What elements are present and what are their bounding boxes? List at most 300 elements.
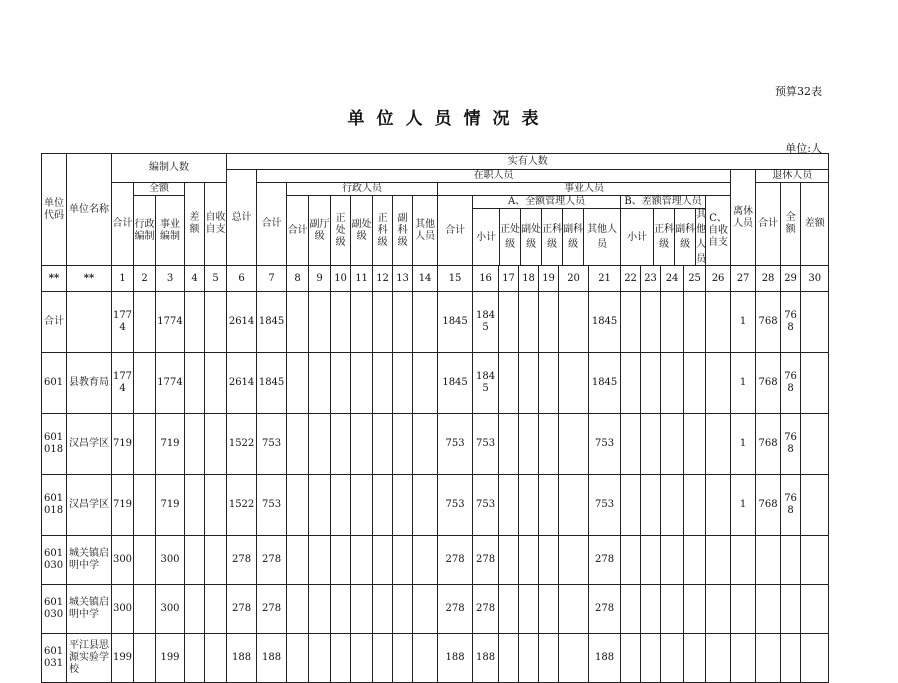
table-row [42, 292, 829, 353]
personnel-table [41, 153, 829, 683]
value-cell [134, 353, 156, 414]
value-cell [684, 536, 706, 585]
value-cell: 188 [227, 634, 257, 683]
value-cell [706, 536, 731, 585]
value-cell: 1774 [156, 353, 185, 414]
value-cell [539, 414, 559, 475]
value-cell [559, 536, 589, 585]
header-division: 正处级 [331, 196, 351, 266]
column-index-cell: 3 [156, 266, 185, 292]
value-cell [539, 536, 559, 585]
value-cell [731, 634, 756, 683]
value-cell [559, 475, 589, 536]
table-row [42, 475, 829, 536]
value-cell: 1845 [257, 292, 287, 353]
value-cell [134, 292, 156, 353]
column-index-cell: 6 [227, 266, 257, 292]
value-cell: 278 [227, 536, 257, 585]
value-cell: 2614 [227, 292, 257, 353]
value-cell [519, 634, 539, 683]
unit-name-cell: 城关镇启明中学 [67, 585, 112, 634]
value-cell [661, 414, 684, 475]
table-row [42, 414, 829, 475]
value-cell [781, 585, 801, 634]
value-cell [205, 536, 227, 585]
column-index-cell: 14 [413, 266, 438, 292]
value-cell: 1774 [156, 292, 185, 353]
unit-code-cell: 合计 [42, 292, 67, 353]
header-admin-personnel: 行政人员 [287, 183, 438, 196]
value-cell: 1845 [438, 353, 473, 414]
value-cell [393, 414, 413, 475]
unit-name-cell: 汉昌学区 [67, 414, 112, 475]
value-cell [287, 536, 309, 585]
value-cell [185, 585, 205, 634]
value-cell [641, 292, 661, 353]
header-self-funded: 自收自支 [205, 183, 227, 266]
value-cell [134, 536, 156, 585]
value-cell [134, 475, 156, 536]
value-cell [393, 292, 413, 353]
value-cell [684, 475, 706, 536]
column-index-cell: 17 [499, 266, 519, 292]
value-cell [684, 585, 706, 634]
value-cell [706, 475, 731, 536]
value-cell: 719 [112, 475, 134, 536]
column-index-row [42, 266, 829, 292]
value-cell [661, 475, 684, 536]
value-cell [185, 475, 205, 536]
header-actual: 实有人数 [227, 154, 829, 170]
value-cell: 753 [438, 475, 473, 536]
header-b-deputy-section: 副科级 [675, 209, 696, 265]
column-index-cell: 11 [351, 266, 373, 292]
header-a-section: 正科级 [542, 209, 563, 265]
value-cell [413, 634, 438, 683]
value-cell [205, 634, 227, 683]
value-cell [185, 353, 205, 414]
value-cell [331, 414, 351, 475]
unit-code-cell: 601 [42, 353, 67, 414]
header-in-service-total: 合计 [257, 183, 287, 266]
value-cell [621, 353, 641, 414]
value-cell [499, 536, 519, 585]
header-a-division: 正处级 [500, 209, 521, 265]
value-cell [393, 353, 413, 414]
value-cell [309, 585, 331, 634]
column-index-cell: 12 [373, 266, 393, 292]
value-cell: 188 [257, 634, 287, 683]
value-cell [559, 292, 589, 353]
column-index-cell: 24 [661, 266, 684, 292]
value-cell [706, 292, 731, 353]
header-public-total: 合计 [438, 196, 473, 266]
value-cell [309, 353, 331, 414]
value-cell: 278 [438, 536, 473, 585]
value-cell [205, 414, 227, 475]
column-index-cell: 4 [185, 266, 205, 292]
value-cell [559, 353, 589, 414]
value-cell [499, 414, 519, 475]
value-cell [331, 353, 351, 414]
value-cell: 1522 [227, 475, 257, 536]
value-cell: 1845 [473, 292, 499, 353]
header-b-subtotal: 小计 [621, 209, 654, 265]
header-c-self-funded: C、自收自支 [706, 196, 731, 266]
value-cell [205, 585, 227, 634]
header-diff-amount: 差额 [185, 183, 205, 266]
value-cell: 278 [257, 536, 287, 585]
value-cell [641, 475, 661, 536]
header-a-other: 其他人员 [587, 224, 618, 250]
header-a-deputy-division: 副处级 [521, 209, 542, 265]
column-index-cell: 29 [781, 266, 801, 292]
value-cell: 300 [112, 536, 134, 585]
value-cell: 768 [781, 475, 801, 536]
unit-name-cell: 县教育局 [67, 353, 112, 414]
value-cell [684, 414, 706, 475]
column-index-cell: 1 [112, 266, 134, 292]
value-cell: 278 [257, 585, 287, 634]
column-index-cell: ** [42, 266, 67, 292]
value-cell: 719 [112, 414, 134, 475]
value-cell [756, 634, 781, 683]
value-cell [351, 585, 373, 634]
value-cell [499, 292, 519, 353]
value-cell [309, 634, 331, 683]
table-row [42, 353, 829, 414]
value-cell [309, 475, 331, 536]
page-title: 单位人员情况表 [347, 109, 551, 129]
column-index-cell: 26 [706, 266, 731, 292]
header-a-deputy-section: 副科级 [563, 209, 584, 265]
value-cell [413, 292, 438, 353]
header-a-subtotal: 小计 [473, 209, 500, 265]
header-unit-name: 单位名称 [67, 154, 112, 266]
table-row [42, 536, 829, 585]
value-cell [621, 292, 641, 353]
value-cell: 1845 [589, 353, 621, 414]
value-cell: 278 [438, 585, 473, 634]
header-a-full-mgmt: A、全额管理人员 [473, 196, 620, 209]
value-cell: 768 [781, 414, 801, 475]
value-cell [539, 353, 559, 414]
header-ret-total: 合计 [756, 183, 781, 266]
value-cell [309, 536, 331, 585]
value-cell: 768 [756, 414, 781, 475]
value-cell [351, 292, 373, 353]
value-cell [559, 585, 589, 634]
value-cell [684, 353, 706, 414]
value-cell [205, 353, 227, 414]
value-cell [641, 536, 661, 585]
value-cell: 768 [781, 353, 801, 414]
value-cell: 753 [589, 414, 621, 475]
column-index-cell: 7 [257, 266, 287, 292]
value-cell: 188 [473, 634, 499, 683]
value-cell: 278 [473, 585, 499, 634]
header-b-section: 正科级 [654, 209, 675, 265]
value-cell [205, 475, 227, 536]
value-cell: 753 [257, 414, 287, 475]
value-cell [781, 634, 801, 683]
value-cell [413, 353, 438, 414]
value-cell [331, 634, 351, 683]
value-cell [185, 536, 205, 585]
column-index-cell: 16 [473, 266, 499, 292]
header-retired-leave: 离休人员 [731, 170, 756, 266]
value-cell [499, 585, 519, 634]
value-cell: 1 [731, 353, 756, 414]
header-staff-total: 合计 [112, 183, 134, 266]
header-deputy-section: 副科级 [393, 196, 413, 266]
header-admin-staffing: 行政编制 [134, 196, 156, 266]
column-index-cell: 9 [309, 266, 331, 292]
value-cell [309, 414, 331, 475]
value-cell: 199 [156, 634, 185, 683]
value-cell [801, 585, 829, 634]
value-cell [413, 536, 438, 585]
value-cell [287, 585, 309, 634]
value-cell [519, 475, 539, 536]
value-cell: 2614 [227, 353, 257, 414]
value-cell [661, 634, 684, 683]
value-cell [331, 585, 351, 634]
header-in-service: 在职人员 [257, 170, 731, 183]
value-cell: 1845 [257, 353, 287, 414]
value-cell: 768 [756, 353, 781, 414]
value-cell [205, 292, 227, 353]
column-index-cell: 19 [539, 266, 559, 292]
value-cell [661, 353, 684, 414]
value-cell [661, 292, 684, 353]
header-admin-other: 其他人员 [413, 196, 438, 266]
value-cell [706, 585, 731, 634]
column-index-cell: 25 [684, 266, 706, 292]
value-cell: 1522 [227, 414, 257, 475]
value-cell [706, 353, 731, 414]
header-public-staffing: 事业编制 [156, 196, 185, 266]
value-cell: 300 [156, 585, 185, 634]
value-cell [185, 634, 205, 683]
header-b-diff-mgmt: B、差额管理人员 [621, 196, 705, 209]
value-cell [413, 475, 438, 536]
value-cell [519, 414, 539, 475]
column-index-cell: ** [67, 266, 112, 292]
value-cell [351, 414, 373, 475]
column-index-cell: 2 [134, 266, 156, 292]
header-retired: 退休人员 [756, 170, 829, 183]
value-cell [373, 585, 393, 634]
value-cell [287, 634, 309, 683]
value-cell [134, 585, 156, 634]
value-cell [621, 585, 641, 634]
unit-code-cell: 601018 [42, 475, 67, 536]
header-ret-full: 全额 [781, 183, 801, 266]
value-cell [287, 414, 309, 475]
unit-label: 单位:人 [785, 142, 822, 155]
value-cell: 278 [589, 536, 621, 585]
column-index-cell: 13 [393, 266, 413, 292]
value-cell: 188 [589, 634, 621, 683]
value-cell [706, 414, 731, 475]
value-cell [539, 475, 559, 536]
value-cell [661, 536, 684, 585]
value-cell [499, 353, 519, 414]
table-row [42, 585, 829, 634]
value-cell: 278 [589, 585, 621, 634]
header-staffing: 编制人数 [112, 154, 227, 183]
value-cell [539, 585, 559, 634]
column-index-cell: 21 [589, 266, 621, 292]
value-cell [801, 536, 829, 585]
column-index-cell: 30 [801, 266, 829, 292]
header-admin-total: 合计 [287, 196, 309, 266]
value-cell [185, 292, 205, 353]
unit-code-cell: 601030 [42, 536, 67, 585]
value-cell: 1774 [112, 292, 134, 353]
value-cell [287, 353, 309, 414]
value-cell [373, 475, 393, 536]
value-cell [539, 292, 559, 353]
value-cell: 768 [781, 292, 801, 353]
value-cell [393, 475, 413, 536]
column-index-cell: 27 [731, 266, 756, 292]
value-cell: 199 [112, 634, 134, 683]
value-cell [351, 634, 373, 683]
value-cell: 753 [473, 475, 499, 536]
value-cell [519, 536, 539, 585]
value-cell [684, 634, 706, 683]
value-cell: 300 [112, 585, 134, 634]
value-cell: 188 [438, 634, 473, 683]
unit-code-cell: 601018 [42, 414, 67, 475]
value-cell [781, 536, 801, 585]
value-cell [641, 353, 661, 414]
value-cell [801, 414, 829, 475]
value-cell [351, 536, 373, 585]
value-cell [519, 585, 539, 634]
value-cell [801, 353, 829, 414]
value-cell [801, 475, 829, 536]
value-cell [661, 585, 684, 634]
value-cell [519, 353, 539, 414]
value-cell [331, 536, 351, 585]
value-cell: 719 [156, 475, 185, 536]
column-index-cell: 18 [519, 266, 539, 292]
value-cell [641, 414, 661, 475]
header-unit-code: 单位代码 [42, 154, 67, 266]
value-cell: 768 [756, 475, 781, 536]
value-cell [559, 634, 589, 683]
value-cell [684, 292, 706, 353]
column-index-cell: 28 [756, 266, 781, 292]
value-cell [351, 475, 373, 536]
value-cell [393, 634, 413, 683]
value-cell: 1845 [589, 292, 621, 353]
value-cell [393, 536, 413, 585]
value-cell [373, 292, 393, 353]
value-cell [641, 585, 661, 634]
value-cell [331, 475, 351, 536]
value-cell: 278 [227, 585, 257, 634]
value-cell [393, 585, 413, 634]
value-cell [331, 292, 351, 353]
column-index-cell: 15 [438, 266, 473, 292]
unit-code-cell: 601030 [42, 585, 67, 634]
value-cell: 278 [473, 536, 499, 585]
value-cell [287, 475, 309, 536]
unit-code-cell: 601031 [42, 634, 67, 683]
value-cell [801, 634, 829, 683]
table-row [42, 634, 829, 683]
value-cell: 768 [756, 292, 781, 353]
value-cell [731, 585, 756, 634]
value-cell [413, 585, 438, 634]
value-cell: 1 [731, 292, 756, 353]
value-cell [641, 634, 661, 683]
value-cell [539, 634, 559, 683]
header-deputy-bureau: 副厅级 [309, 196, 331, 266]
value-cell [373, 353, 393, 414]
header-section: 正科级 [373, 196, 393, 266]
value-cell [287, 292, 309, 353]
value-cell: 753 [473, 414, 499, 475]
value-cell: 753 [438, 414, 473, 475]
value-cell: 1 [731, 414, 756, 475]
unit-name-cell: 城关镇启明中学 [67, 536, 112, 585]
value-cell [499, 475, 519, 536]
value-cell [134, 414, 156, 475]
value-cell [559, 414, 589, 475]
column-index-cell: 5 [205, 266, 227, 292]
value-cell [519, 292, 539, 353]
value-cell [706, 634, 731, 683]
value-cell: 1774 [112, 353, 134, 414]
table-number: 预算32表 [775, 85, 822, 98]
column-index-cell: 8 [287, 266, 309, 292]
unit-name-cell: 平江县思源实验学校 [67, 634, 112, 683]
value-cell [309, 292, 331, 353]
value-cell [134, 634, 156, 683]
header-deputy-division: 副处级 [351, 196, 373, 266]
value-cell: 300 [156, 536, 185, 585]
header-full-amount: 全额 [134, 183, 185, 196]
value-cell [756, 585, 781, 634]
header-public-personnel: 事业人员 [438, 183, 731, 196]
header-b-other: 其他人员 [696, 209, 706, 265]
column-index-cell: 10 [331, 266, 351, 292]
value-cell [621, 634, 641, 683]
value-cell: 753 [589, 475, 621, 536]
value-cell [621, 475, 641, 536]
value-cell [413, 414, 438, 475]
value-cell [801, 292, 829, 353]
value-cell: 1 [731, 475, 756, 536]
value-cell [373, 414, 393, 475]
value-cell [373, 634, 393, 683]
value-cell [185, 414, 205, 475]
value-cell: 719 [156, 414, 185, 475]
value-cell: 753 [257, 475, 287, 536]
value-cell: 1845 [473, 353, 499, 414]
value-cell [621, 414, 641, 475]
column-index-cell: 20 [559, 266, 589, 292]
header-ret-diff: 差额 [801, 183, 829, 266]
value-cell [373, 536, 393, 585]
value-cell [756, 536, 781, 585]
header-grand-total: 总计 [227, 170, 257, 266]
